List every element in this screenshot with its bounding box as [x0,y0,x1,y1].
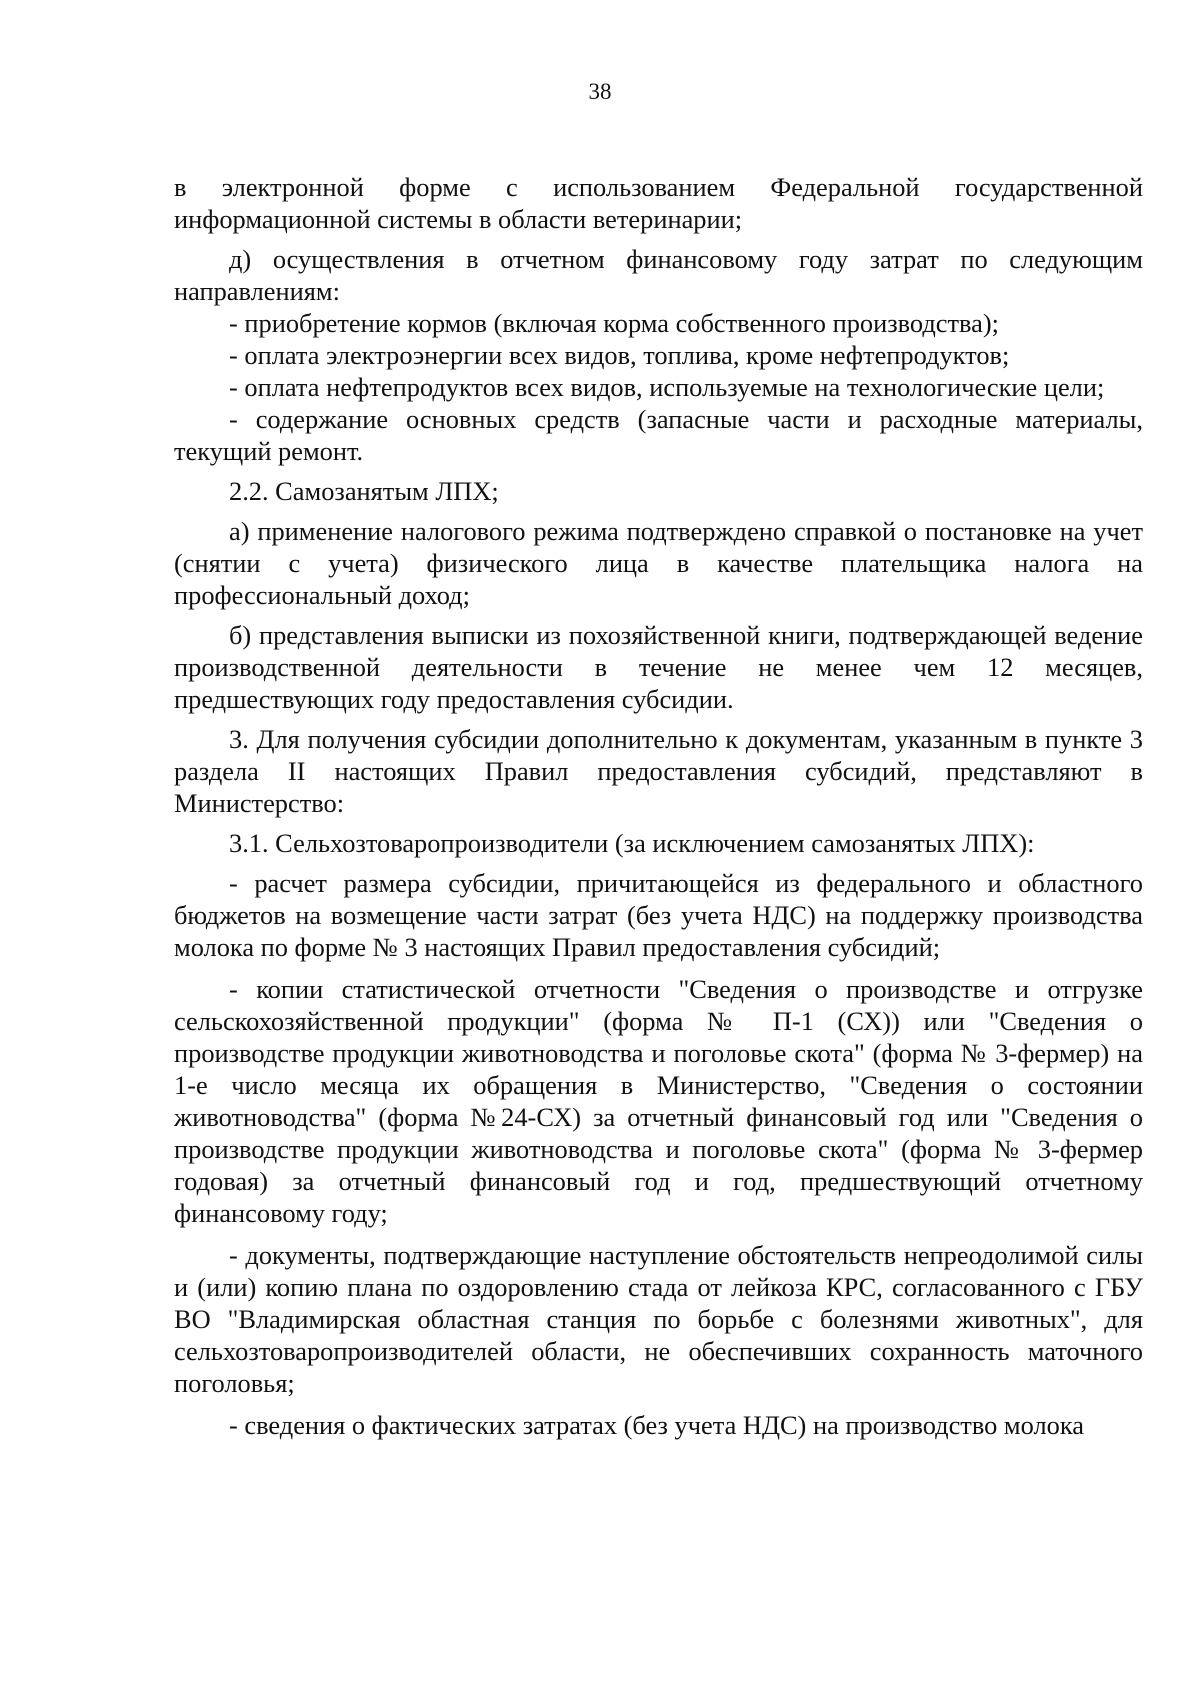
list-item-electricity: - оплата электроэнергии всех видов, топлива, кроме нефтепродуктов; [229,340,1010,370]
list-item-fixed-assets: - содержание основных средств (запасные части и расходные материалы, текущий ремонт. [174,404,1143,466]
list-item-petroleum: - оплата нефтепродуктов всех видов, используемые на технологические цели; [229,372,1105,402]
paragraph-electronic-form: в электронной форме с использованием Федеральной государственной информационной системы в области ветеринарии; [174,172,1143,234]
list-item-subsidy-calculation: - расчет размера субсидии, причитающейся из федерального и областного бюджетов на возмещение части затрат (без учета НДС) на поддержку производства молока по форме № 3 настоящих Правил предоставления субсидий; [174,868,1143,962]
paragraph-section-3: 3. Для получения субсидии дополнительно к документам, указанным в пункте 3 раздела II настоящих Правил предоставления субсидий, представляют в Министерство: [174,724,1143,818]
page-number: 38 [588,79,612,104]
list-item-actual-costs: - сведения о фактических затратах (без учета НДС) на производство молока [229,1410,1084,1440]
paragraph-item-a: а) применение налогового режима подтверждено справкой о постановке на учет (снятии с учета) физического лица в качестве плательщика налога на профессиональный доход; [174,516,1143,610]
paragraph-item-b: б) представления выписки из похозяйственной книги, подтверждающей ведение производственной деятельности в течение не менее чем 12 месяцев, предшествующих году предоставления субсидии. [174,620,1143,714]
section-heading-3-1: 3.1. Сельхозтоваропроизводители (за исключением самозанятых ЛПХ): [229,828,1035,858]
paragraph-item-d: д) осуществления в отчетном финансовому году затрат по следующим направлениям: [174,244,1143,306]
list-item-force-majeure-documents: - документы, подтверждающие наступление обстоятельств непреодолимой силы и (или) копию плана по оздоровлению стада от лейкоза КРС, согласованного с ГБУ ВО "Владимирская областная станция по борьбе с болезнями животных", для сельхозтоваропроизводителей области, не обеспечивших сохранность маточного поголовья; [174,1240,1143,1398]
document-body [174,171,1143,1441]
list-item-feed: - приобретение кормов (включая корма собственного производства); [229,308,999,338]
section-heading-2-2: 2.2. Самозанятым ЛПХ; [229,476,499,506]
list-item-statistical-reports: - копии статистической отчетности "Сведения о производстве и отгрузке сельскохозяйственной продукции" (форма № П-1 (СХ)) или "Сведения о производстве продукции животноводства и поголовье скота" (форма № 3-фермер) на 1-е число месяца их обращения в Министерство, "Сведения о состоянии животноводства" (форма №24-СХ) за отчетный финансовый год или "Сведения о производстве продукции животноводства и поголовье скота" (форма № 3-фермер годовая) за отчетный финансовый год и год, предшествующий отчетному финансовому году; [174,974,1143,1228]
